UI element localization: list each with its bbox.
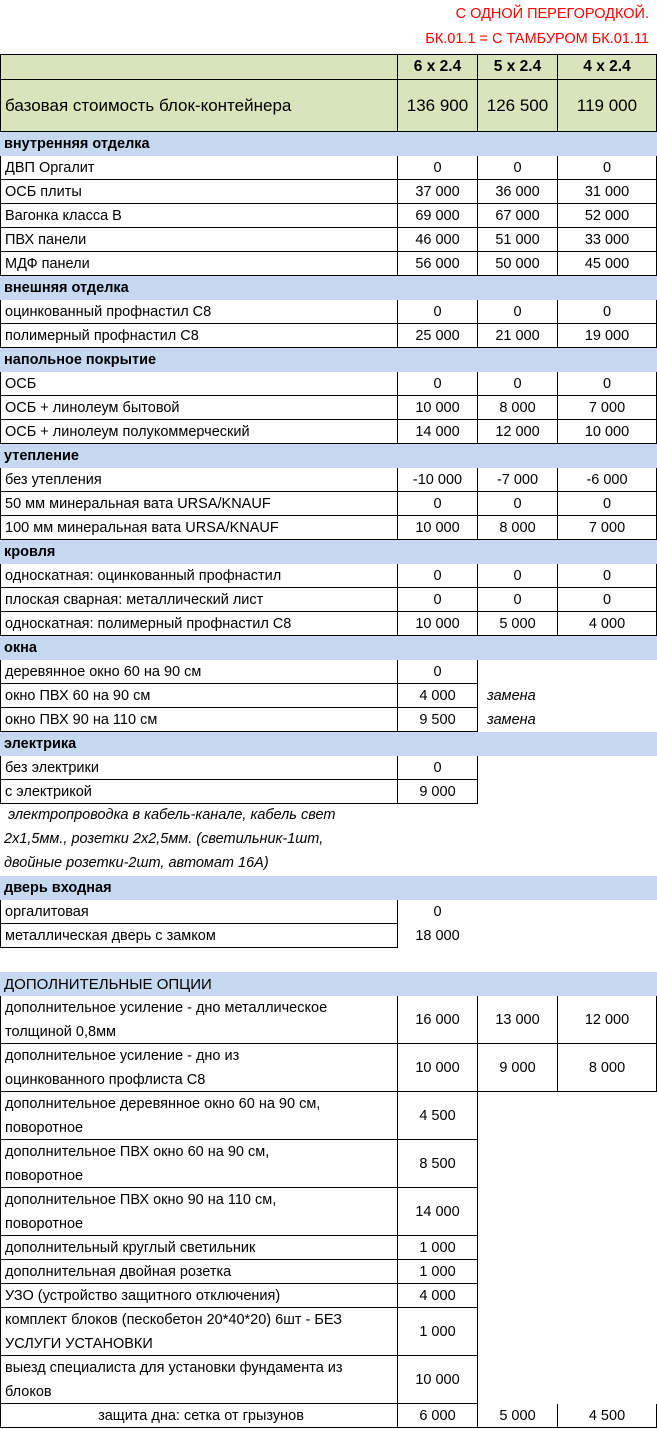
row-label-line: комплект блоков (пескобетон 20*40*20) 6шт - БЕЗ — [5, 1311, 342, 1328]
table-row — [0, 660, 657, 684]
row-value: 0 — [397, 492, 478, 516]
row-value: 7 000 — [557, 516, 657, 540]
table-row — [0, 300, 657, 324]
row-label: без электрики — [0, 756, 398, 780]
row-label: оцинкованный профнастил С8 — [0, 300, 398, 324]
section-electric: электрика — [0, 732, 657, 756]
replacement-note: замена — [487, 688, 536, 704]
table-row — [0, 492, 657, 516]
base-cost-label: базовая стоимость блок-контейнера — [0, 80, 398, 132]
row-value: 0 — [557, 564, 657, 588]
row-value: 13 000 — [477, 996, 558, 1044]
row-value: 10 000 — [557, 420, 657, 444]
table-row — [0, 1404, 657, 1428]
row-value: 31 000 — [557, 180, 657, 204]
row-label: полимерный профнастил С8 — [0, 324, 398, 348]
row-value: 0 — [433, 904, 442, 920]
table-row — [0, 684, 657, 708]
table-row — [0, 924, 657, 948]
table-row — [0, 756, 657, 780]
row-value: 9 500 — [397, 708, 478, 732]
row-label: 50 мм минеральная вата URSA/KNAUF — [0, 492, 398, 516]
row-label: ОСБ + линолеум полукоммерческий — [0, 420, 398, 444]
row-value: 7 000 — [557, 396, 657, 420]
row-value: -10 000 — [397, 468, 478, 492]
table-row — [0, 156, 657, 180]
row-label-line: блоков — [5, 1383, 52, 1400]
section-options: ДОПОЛНИТЕЛЬНЫЕ ОПЦИИ — [0, 972, 657, 996]
table-row — [0, 228, 657, 252]
row-label-line: толщиной 0,8мм — [5, 1023, 117, 1040]
row-label-line: поворотное — [5, 1119, 84, 1136]
row-label-line: дополнительное ПВХ окно 60 на 90 см, — [5, 1143, 270, 1160]
row-value: 0 — [557, 372, 657, 396]
table-row — [0, 1260, 657, 1284]
section-interior: внутренняя отделка — [0, 132, 657, 156]
row-label — [0, 1140, 398, 1188]
table-row — [0, 180, 657, 204]
table-row — [0, 900, 657, 924]
row-value: 8 000 — [477, 396, 558, 420]
table-row — [0, 1308, 657, 1356]
section-windows: окна — [0, 636, 657, 660]
electric-note-line3: двойные розетки-2шт, автомат 16А) — [4, 855, 269, 871]
replacement-note: замена — [487, 712, 536, 728]
table-row — [0, 708, 657, 732]
row-label: ОСБ плиты — [0, 180, 398, 204]
row-value: 0 — [477, 588, 558, 612]
row-value: 10 000 — [397, 396, 478, 420]
row-label: односкатная: полимерный профнастил С8 — [0, 612, 398, 636]
table-row — [0, 204, 657, 228]
column-header-6x24: 6 x 2.4 — [397, 55, 478, 80]
row-value: 67 000 — [477, 204, 558, 228]
row-label: окно ПВХ 60 на 90 см — [0, 684, 398, 708]
table-row — [0, 564, 657, 588]
row-value: 4 000 — [557, 612, 657, 636]
row-value: 0 — [397, 372, 478, 396]
table-row — [0, 372, 657, 396]
row-label-line: УСЛУГИ УСТАНОВКИ — [5, 1335, 153, 1352]
row-value: 50 000 — [477, 252, 558, 276]
table-row — [0, 780, 657, 804]
table-row — [0, 420, 657, 444]
row-value: 10 000 — [397, 1044, 478, 1092]
row-value: 0 — [557, 156, 657, 180]
row-value: 69 000 — [397, 204, 478, 228]
row-label — [0, 1308, 398, 1356]
row-value: 0 — [397, 588, 478, 612]
row-value: 8 500 — [397, 1140, 478, 1188]
row-value: 0 — [397, 156, 478, 180]
row-value: 8 000 — [477, 516, 558, 540]
row-label: ПВХ панели — [0, 228, 398, 252]
row-label: 100 мм минеральная вата URSA/KNAUF — [0, 516, 398, 540]
row-label: деревянное окно 60 на 90 см — [0, 660, 398, 684]
row-value: 0 — [477, 492, 558, 516]
section-door: дверь входная — [0, 876, 657, 900]
table-row — [0, 1236, 657, 1260]
row-value: 0 — [397, 300, 478, 324]
row-label-line: поворотное — [5, 1215, 84, 1232]
row-value: 0 — [557, 492, 657, 516]
row-value: 4 000 — [397, 1284, 478, 1308]
row-value: 1 000 — [397, 1236, 478, 1260]
row-value: 5 000 — [477, 612, 558, 636]
table-row — [0, 612, 657, 636]
row-value: 0 — [477, 564, 558, 588]
row-value: 14 000 — [397, 1188, 478, 1236]
row-label: МДФ панели — [0, 252, 398, 276]
row-value: 10 000 — [397, 516, 478, 540]
row-label: УЗО (устройство защитного отключения) — [0, 1284, 398, 1308]
row-value: 12 000 — [477, 420, 558, 444]
row-value: 4 500 — [397, 1092, 478, 1140]
column-header-empty — [0, 55, 398, 80]
row-value: 4 500 — [557, 1404, 657, 1428]
row-value: 0 — [477, 372, 558, 396]
base-cost-value: 126 500 — [477, 80, 558, 132]
row-value: 19 000 — [557, 324, 657, 348]
row-value: 5 000 — [477, 1404, 558, 1428]
table-row — [0, 1092, 657, 1140]
row-value: 36 000 — [477, 180, 558, 204]
header-note-line1: С ОДНОЙ ПЕРЕГОРОДКОЙ. — [455, 6, 649, 22]
row-value: 46 000 — [397, 228, 478, 252]
base-cost-value: 136 900 — [397, 80, 478, 132]
row-value: 4 000 — [397, 684, 478, 708]
row-value: 18 000 — [415, 928, 460, 944]
row-label — [0, 996, 398, 1044]
row-label-line: выезд специалиста для установки фундамента из — [5, 1359, 343, 1376]
row-label: металлическая дверь с замком — [0, 924, 398, 948]
row-value: 33 000 — [557, 228, 657, 252]
section-exterior: внешняя отделка — [0, 276, 657, 300]
row-value: 45 000 — [557, 252, 657, 276]
row-value: 10 000 — [397, 612, 478, 636]
row-value: 25 000 — [397, 324, 478, 348]
row-value: 21 000 — [477, 324, 558, 348]
table-row — [0, 516, 657, 540]
row-value: 0 — [397, 564, 478, 588]
table-row — [0, 1140, 657, 1188]
row-label: ОСБ + линолеум бытовой — [0, 396, 398, 420]
table-row — [0, 1284, 657, 1308]
table-row — [0, 1044, 657, 1092]
row-value: 12 000 — [557, 996, 657, 1044]
row-value: -6 000 — [557, 468, 657, 492]
row-label-line: дополнительное ПВХ окно 90 на 110 см, — [5, 1191, 277, 1208]
row-value: 1 000 — [397, 1260, 478, 1284]
section-floor: напольное покрытие — [0, 348, 657, 372]
row-value: 9 000 — [397, 780, 478, 804]
table-row — [0, 1356, 657, 1404]
row-label: плоская сварная: металлический лист — [0, 588, 398, 612]
table-row — [0, 1188, 657, 1236]
row-label — [0, 1044, 398, 1092]
table-row — [0, 396, 657, 420]
row-label-line: дополнительное усиление - дно металлическое — [5, 999, 328, 1016]
section-insulation: утепление — [0, 444, 657, 468]
table-row — [0, 324, 657, 348]
row-label — [0, 1356, 398, 1404]
row-value: 52 000 — [557, 204, 657, 228]
row-value: 1 000 — [397, 1308, 478, 1356]
row-value: 37 000 — [397, 180, 478, 204]
row-label: без утепления — [0, 468, 398, 492]
row-value: -7 000 — [477, 468, 558, 492]
row-label-line: оцинкованного профлиста С8 — [5, 1071, 206, 1088]
row-label: ОСБ — [0, 372, 398, 396]
row-label-line: дополнительное деревянное окно 60 на 90 см, — [5, 1095, 321, 1112]
row-label: защита дна: сетка от грызунов — [0, 1404, 398, 1428]
row-value: 8 000 — [557, 1044, 657, 1092]
row-value: 10 000 — [397, 1356, 478, 1404]
row-label: односкатная: оцинкованный профнастил — [0, 564, 398, 588]
table-row — [0, 588, 657, 612]
electric-note-line2: 2х1,5мм., розетки 2х2,5мм. (светильник-1шт, — [4, 831, 324, 847]
row-label: дополнительная двойная розетка — [0, 1260, 398, 1284]
table-row — [0, 468, 657, 492]
row-value: 14 000 — [397, 420, 478, 444]
row-value: 6 000 — [397, 1404, 478, 1428]
table-row — [0, 252, 657, 276]
column-header-5x24: 5 x 2.4 — [477, 55, 558, 80]
row-value: 56 000 — [397, 252, 478, 276]
row-label-line: поворотное — [5, 1167, 84, 1184]
row-value: 0 — [557, 588, 657, 612]
row-label — [0, 1092, 398, 1140]
base-cost-row — [0, 80, 657, 132]
row-value: 9 000 — [477, 1044, 558, 1092]
row-label: окно ПВХ 90 на 110 см — [0, 708, 398, 732]
row-label: Вагонка класса В — [0, 204, 398, 228]
row-label — [0, 1188, 398, 1236]
row-value: 0 — [477, 300, 558, 324]
column-header-row — [0, 54, 657, 80]
row-label: оргалитовая — [0, 900, 398, 924]
row-value: 0 — [477, 156, 558, 180]
column-header-4x24: 4 x 2.4 — [557, 55, 657, 80]
row-value: 51 000 — [477, 228, 558, 252]
row-label: ДВП Оргалит — [0, 156, 398, 180]
row-label-line: дополнительное усиление - дно из — [5, 1047, 240, 1064]
row-value: 0 — [557, 300, 657, 324]
base-cost-value: 119 000 — [557, 80, 657, 132]
section-roof: кровля — [0, 540, 657, 564]
header-note-line2: БК.01.1 = С ТАМБУРОМ БК.01.11 — [425, 31, 649, 47]
electric-note-line1: электропроводка в кабель-канале, кабель свет — [4, 807, 336, 823]
row-value: 16 000 — [397, 996, 478, 1044]
row-label: с электрикой — [0, 780, 398, 804]
table-row — [0, 996, 657, 1044]
row-label: дополнительный круглый светильник — [0, 1236, 398, 1260]
row-value: 0 — [397, 660, 478, 684]
row-value: 0 — [397, 756, 478, 780]
